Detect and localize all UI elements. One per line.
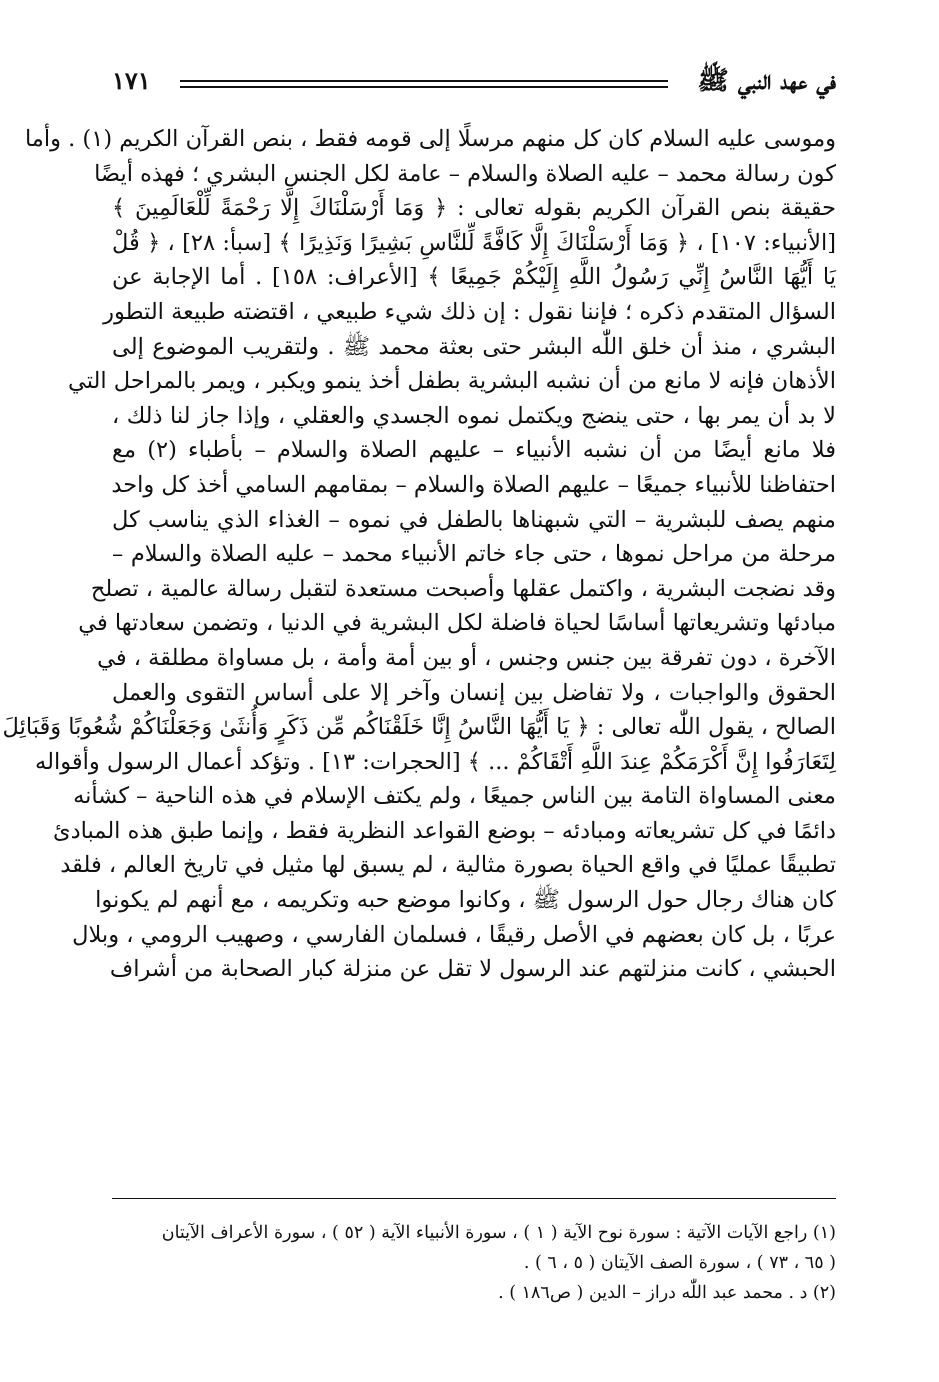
body-line: كان هناك رجال حول الرسول ﷺ ، وكانوا موضع حبه وتكريمه ، مع أنهم لم يكونوا <box>95 887 836 914</box>
body-text <box>2 122 836 987</box>
footnote-separator <box>112 1198 836 1199</box>
footnote-line: (١) راجع الآيات الآتية : سورة نوح الآية ( ١ ) ، سورة الأنبياء الآية ( ٥٢ ) ، سورة الأعراف الآيتان <box>161 1223 836 1243</box>
body-line: احتفاظنا للأنبياء جميعًا – عليهم الصلاة والسلام – بمقامهم السامي أخذ كل واحد <box>111 471 836 498</box>
body-line: الآخرة ، دون تفرقة بين جنس وجنس ، أو بين أمة وأمة ، بل مساواة مطلقة ، في <box>97 644 836 671</box>
body-line: تطبيقًا عمليًا في واقع الحياة بصورة مثالية ، لم يسبق لها مثيل في تاريخ العالم ، فلقد <box>60 852 836 879</box>
body-line: كون رسالة محمد – عليه الصلاة والسلام – عامة لكل الجنس البشري ؛ فهذه أيضًا <box>94 160 836 187</box>
footnotes <box>112 1218 836 1308</box>
body-line: يَا أَيُّهَا النَّاسُ إِنِّي رَسُولُ اللَّهِ إِلَيْكُمْ جَمِيعًا ﴾ [الأعراف: ١٥٨] . أما الإجابة عن <box>112 264 836 291</box>
body-line: دائمًا في كل تشريعاته ومبادئه – بوضع القواعد النظرية فقط ، وإنما طبق هذه المبادئ <box>53 817 836 844</box>
body-line: السؤال المتقدم ذكره ؛ فإننا نقول : إن ذلك شيء طبيعي ، اقتضته طبيعة التطور <box>103 298 836 325</box>
body-line: لِتَعَارَفُوا إِنَّ أَكْرَمَكُمْ عِندَ اللَّهِ أَتْقَاكُمْ ... ﴾ [الحجرات: ١٣] . وتؤكد أعمال الرسول وأقواله <box>35 748 836 775</box>
body-line: لا بد أن يمر بها ، حتى ينضج ويكتمل نموه الجسدي والعقلي ، وإذا جاز لنا ذلك ، <box>112 402 836 429</box>
body-line: فلا مانع أيضًا من أن نشبه الأنبياء – عليهم الصلاة والسلام – بأطباء (٢) مع <box>112 437 836 464</box>
footnote-line: ( ٦٥ ، ٧٣ ) ، سورة الصف الآيتان ( ٥ ، ٦ ) . <box>523 1253 836 1273</box>
body-line: الأذهان فإنه لا مانع من أن نشبه البشرية بطفل أخذ ينمو ويكبر ، ويمر بالمراحل التي <box>68 368 836 395</box>
header-rule <box>180 80 668 88</box>
body-line: الصالح ، يقول اللّٰه تعالى : ﴿ يَا أَيُّهَا النَّاسُ إِنَّا خَلَقْنَاكُم مِّن ذَكَرٍ وَأُنثَىٰ وَجَعَلْنَاكُمْ شُعُوبًا وَقَبَائِلَ <box>2 714 836 741</box>
body-line: الحبشي ، كانت منزلتهم عند الرسول لا تقل عن منزلة كبار الصحابة من أشراف <box>109 956 836 983</box>
body-line: منهم يصف للبشرية – التي شبهناها بالطفل في نموه – الغذاء الذي يناسب كل <box>112 506 836 533</box>
body-line: حقيقة بنص القرآن الكريم بقوله تعالى : ﴿ وَمَا أَرْسَلْنَاكَ إِلَّا رَحْمَةً لِّلْعَالَمِينَ ﴾ <box>112 195 836 222</box>
body-line: عربًا ، بل كان بعضهم في الأصل رقيقًا ، فسلمان الفارسي ، وصهيب الرومي ، وبلال <box>72 921 836 948</box>
page-number: ١٧١ <box>112 66 151 95</box>
body-line: الحقوق والواجبات ، ولا تفاضل بين إنسان وآخر إلا على أساس التقوى والعمل <box>112 679 836 706</box>
body-line: [الأنبياء: ١٠٧] ، ﴿ وَمَا أَرْسَلْنَاكَ إِلَّا كَافَّةً لِّلنَّاسِ بَشِيرًا وَنَذِيرًا ﴾ [سبأ: ٢٨] ، ﴿ قُلْ <box>112 229 836 256</box>
body-line: وموسى عليه السلام كان كل منهم مرسلًا إلى قومه فقط ، بنص القرآن الكريم (١) . وأما <box>24 126 836 152</box>
body-line: وقد نضجت البشرية ، واكتمل عقلها وأصبحت مستعدة لتقبل رسالة عالمية ، تصلح <box>90 575 836 602</box>
footnote-line: (٢) د . محمد عبد اللّٰه دراز – الدين ( ص١٨٦ ) . <box>498 1283 836 1303</box>
body-line: معنى المساواة التامة بين الناس جميعًا ، ولم يكتف الإسلام في هذه الناحية – كشأنه <box>73 783 836 810</box>
body-line: مرحلة من مراحل نموها ، حتى جاء خاتم الأنبياء محمد – عليه الصلاة والسلام – <box>112 541 836 568</box>
page-header <box>112 60 836 110</box>
body-line: البشري ، منذ أن خلق اللّٰه البشر حتى بعثة محمد ﷺ . ولتقريب الموضوع إلى <box>112 333 836 360</box>
body-line: مبادئها وتشريعاتها أساسًا لحياة فاضلة لكل البشرية في الدنيا ، وتضمن سعادتها في <box>78 610 836 637</box>
running-title: في عهد النبي ﷺ <box>697 66 836 96</box>
